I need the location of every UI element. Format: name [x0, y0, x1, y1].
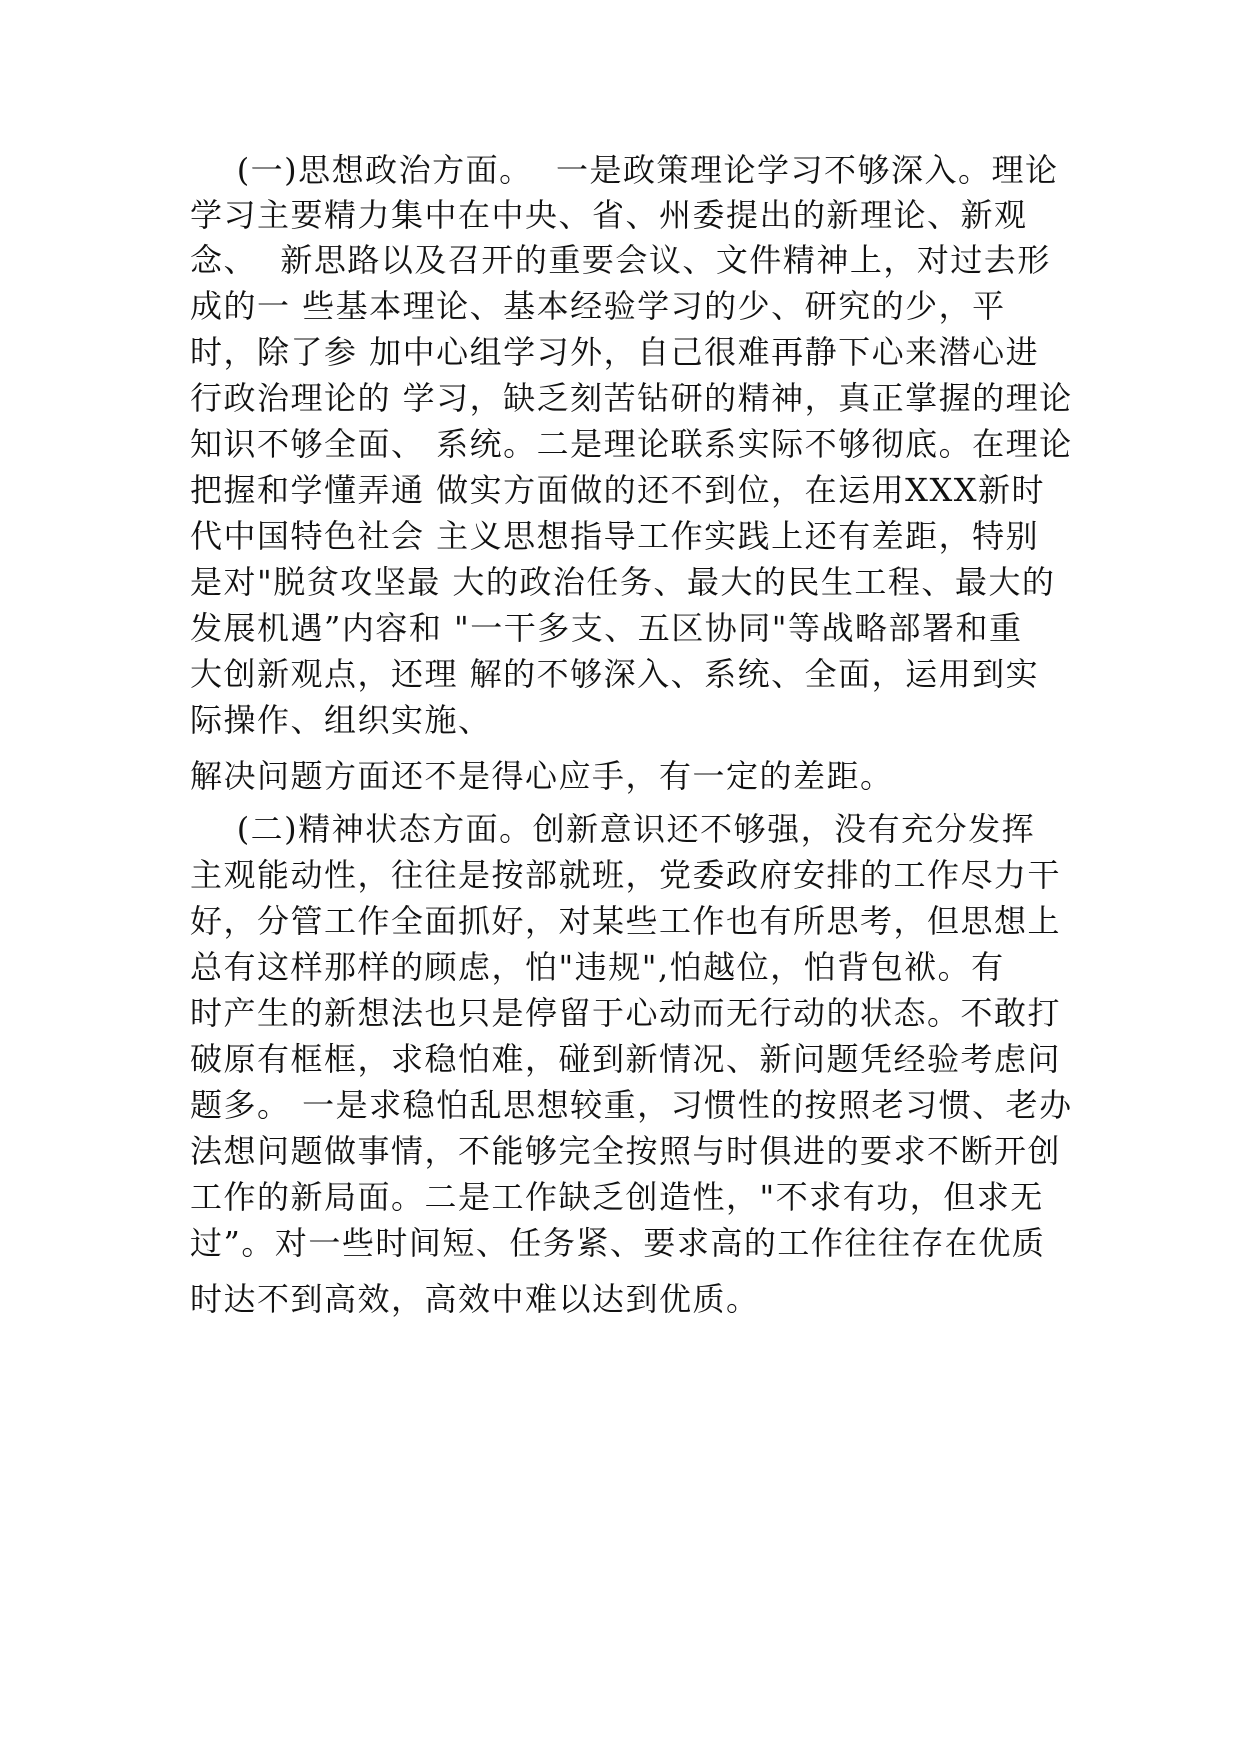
text-line: 时产生的新想法也只是停留于心动而无行动的状态。不敢打 — [190, 994, 1062, 1032]
text-line: 成的一 些基本理论、基本经验学习的少、研究的少，平 — [190, 287, 1006, 325]
text-line: 过”。对一些时间短、任务紧、要求高的工作往往存在优质 — [190, 1224, 1046, 1262]
text-line: 学习主要精力集中在中央、省、州委提出的新理论、新观 — [190, 196, 1028, 234]
text-line: (二)精神状态方面。创新意识还不够强，没有充分发挥 — [190, 810, 1036, 848]
text-line: 好，分管工作全面抓好，对某些工作也有所思考，但思想上 — [190, 902, 1062, 940]
text-line: 是对"脱贫攻坚最 大的政治任务、最大的民生工程、最大的 — [190, 563, 1056, 601]
text-line: 际操作、组织实施、 — [190, 701, 492, 739]
text-line: 主观能动性，往往是按部就班，党委政府安排的工作尽力干 — [190, 856, 1062, 894]
text-line: 知识不够全面、 系统。二是理论联系实际不够彻底。在理论 — [190, 425, 1073, 463]
text-line: 把握和学懂弄通 做实方面做的还不到位，在运用XXX新时 — [190, 471, 1046, 509]
text-line: 行政治理论的 学习，缺乏刻苦钻研的精神，真正掌握的理论 — [190, 379, 1073, 417]
text-line: 题多。 一是求稳怕乱思想较重，习惯性的按照老习惯、老办 — [190, 1086, 1073, 1124]
text-line: 工作的新局面。二是工作缺乏创造性，"不求有功，但求无 — [190, 1178, 1044, 1216]
text-line: 解决问题方面还不是得心应手，有一定的差距。 — [190, 757, 894, 795]
text-line: 代中国特色社会 主义思想指导工作实践上还有差距，特别 — [190, 517, 1040, 555]
text-line: 时达不到高效，高效中难以达到优质。 — [190, 1280, 760, 1318]
text-line: 法想问题做事情，不能够完全按照与时俱进的要求不断开创 — [190, 1132, 1062, 1170]
text-line: 念、 新思路以及召开的重要会议、文件精神上，对过去形 — [190, 241, 1051, 279]
text-line: 时，除了参 加中心组学习外，自己很难再静下心来潜心进 — [190, 333, 1040, 371]
text-line: 发展机遇”内容和 "一干多支、五区协同"等战略部署和重 — [190, 609, 1023, 647]
text-line: 破原有框框，求稳怕难，碰到新情况、新问题凭经验考虑问 — [190, 1040, 1062, 1078]
text-line: 总有这样那样的顾虑，怕"违规",怕越位，怕背包袱。有 — [190, 948, 1005, 986]
text-line: 大创新观点，还理 解的不够深入、系统、全面，运用到实 — [190, 655, 1040, 693]
text-line: (一)思想政治方面。 一是政策理论学习不够深入。理论 — [190, 151, 1059, 189]
